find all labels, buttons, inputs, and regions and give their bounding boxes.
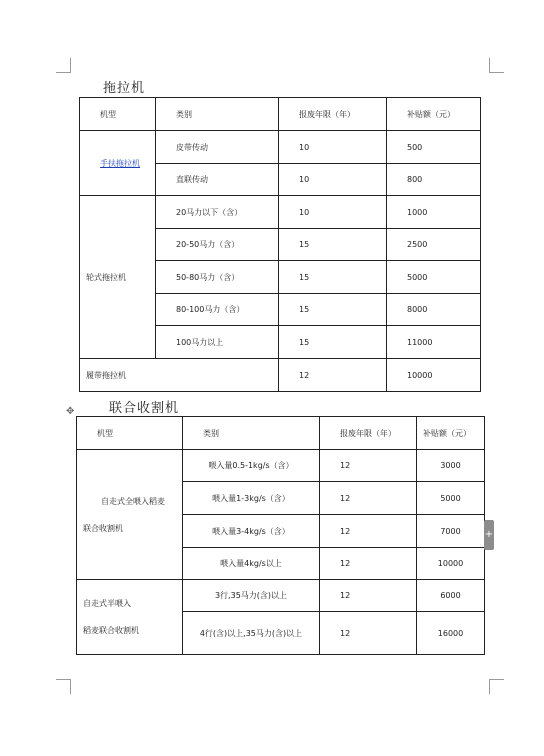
category-cell: 80-100马力（含）	[156, 294, 279, 326]
model-cell	[77, 450, 183, 580]
category-cell: 喂入量3-4kg/s（含）	[183, 515, 320, 548]
table-row	[80, 196, 481, 229]
amount-cell: 11000	[387, 326, 481, 359]
table-row	[77, 580, 485, 612]
amount-cell: 5000	[387, 261, 481, 294]
category-cell: 3行,35马力(含)以上	[183, 580, 320, 612]
years-cell: 12	[279, 359, 387, 392]
amount-cell: 16000	[417, 612, 485, 655]
years-cell: 10	[279, 196, 387, 229]
category-cell: 20-50马力（含）	[156, 229, 279, 261]
years-cell: 12	[320, 612, 417, 655]
amount-cell: 8000	[387, 294, 481, 326]
category-cell: 直联传动	[156, 164, 279, 196]
header-amount: 补贴额（元）	[417, 417, 485, 450]
corner-mark-bottom-right	[489, 679, 504, 694]
years-cell: 12	[320, 548, 417, 580]
model-cell: 履带拖拉机	[80, 359, 279, 392]
header-category: 类别	[183, 417, 320, 450]
corner-mark-bottom-left	[56, 679, 71, 694]
model-line: 稻麦联合收割机	[83, 626, 139, 635]
years-cell: 15	[279, 326, 387, 359]
header-years: 报废年限（年）	[279, 98, 387, 131]
table-header-row	[77, 417, 485, 450]
amount-cell: 7000	[417, 515, 485, 548]
header-model: 机型	[80, 98, 156, 131]
header-years: 报废年限（年）	[320, 417, 417, 450]
amount-cell: 5000	[417, 482, 485, 515]
header-amount: 补贴额（元）	[387, 98, 481, 131]
table-row	[77, 450, 485, 482]
amount-cell: 800	[387, 164, 481, 196]
section-title-harvester: 联合收割机	[109, 401, 180, 416]
amount-cell: 10000	[417, 548, 485, 580]
plus-icon[interactable]: +	[484, 520, 494, 550]
years-cell: 10	[279, 164, 387, 196]
model-cell: 轮式拖拉机	[80, 196, 156, 359]
model-line: 联合收割机	[83, 523, 123, 533]
category-cell: 20马力以下（含）	[156, 196, 279, 229]
model-cell	[77, 580, 183, 655]
model-cell	[80, 131, 156, 196]
header-category: 类别	[156, 98, 279, 131]
amount-cell: 1000	[387, 196, 481, 229]
years-cell: 12	[320, 580, 417, 612]
section-title-tractor: 拖拉机	[103, 81, 146, 96]
category-cell: 喂入量0.5-1kg/s（含）	[183, 450, 320, 482]
years-cell: 10	[279, 131, 387, 164]
amount-cell: 3000	[417, 450, 485, 482]
model-line: 自走式半喂入	[83, 599, 131, 608]
years-cell: 12	[320, 482, 417, 515]
amount-cell: 2500	[387, 229, 481, 261]
years-cell: 12	[320, 515, 417, 548]
category-cell: 喂入量1-3kg/s（含）	[183, 482, 320, 515]
tractor-table	[79, 97, 481, 392]
years-cell: 12	[320, 450, 417, 482]
category-cell: 4行(含)以上,35马力(含)以上	[183, 612, 320, 655]
amount-cell: 6000	[417, 580, 485, 612]
years-cell: 15	[279, 261, 387, 294]
category-cell: 50-80马力（含）	[156, 261, 279, 294]
category-cell: 皮带传动	[156, 131, 279, 164]
harvester-table	[76, 416, 485, 655]
corner-mark-top-right	[489, 58, 504, 73]
table-row	[80, 359, 481, 392]
model-link[interactable]: 手扶拖拉机	[100, 158, 140, 168]
years-cell: 15	[279, 294, 387, 326]
amount-cell: 10000	[387, 359, 481, 392]
category-cell: 100马力以上	[156, 326, 279, 359]
category-cell: 喂入量4kg/s以上	[183, 548, 320, 580]
amount-cell: 500	[387, 131, 481, 164]
years-cell: 15	[279, 229, 387, 261]
header-model: 机型	[77, 417, 183, 450]
model-line: 自走式全喂入稻麦	[101, 496, 165, 506]
corner-mark-top-left	[56, 58, 71, 73]
table-row	[80, 131, 481, 164]
move-handle-icon[interactable]: ✥	[66, 406, 75, 417]
table-header-row	[80, 98, 481, 131]
